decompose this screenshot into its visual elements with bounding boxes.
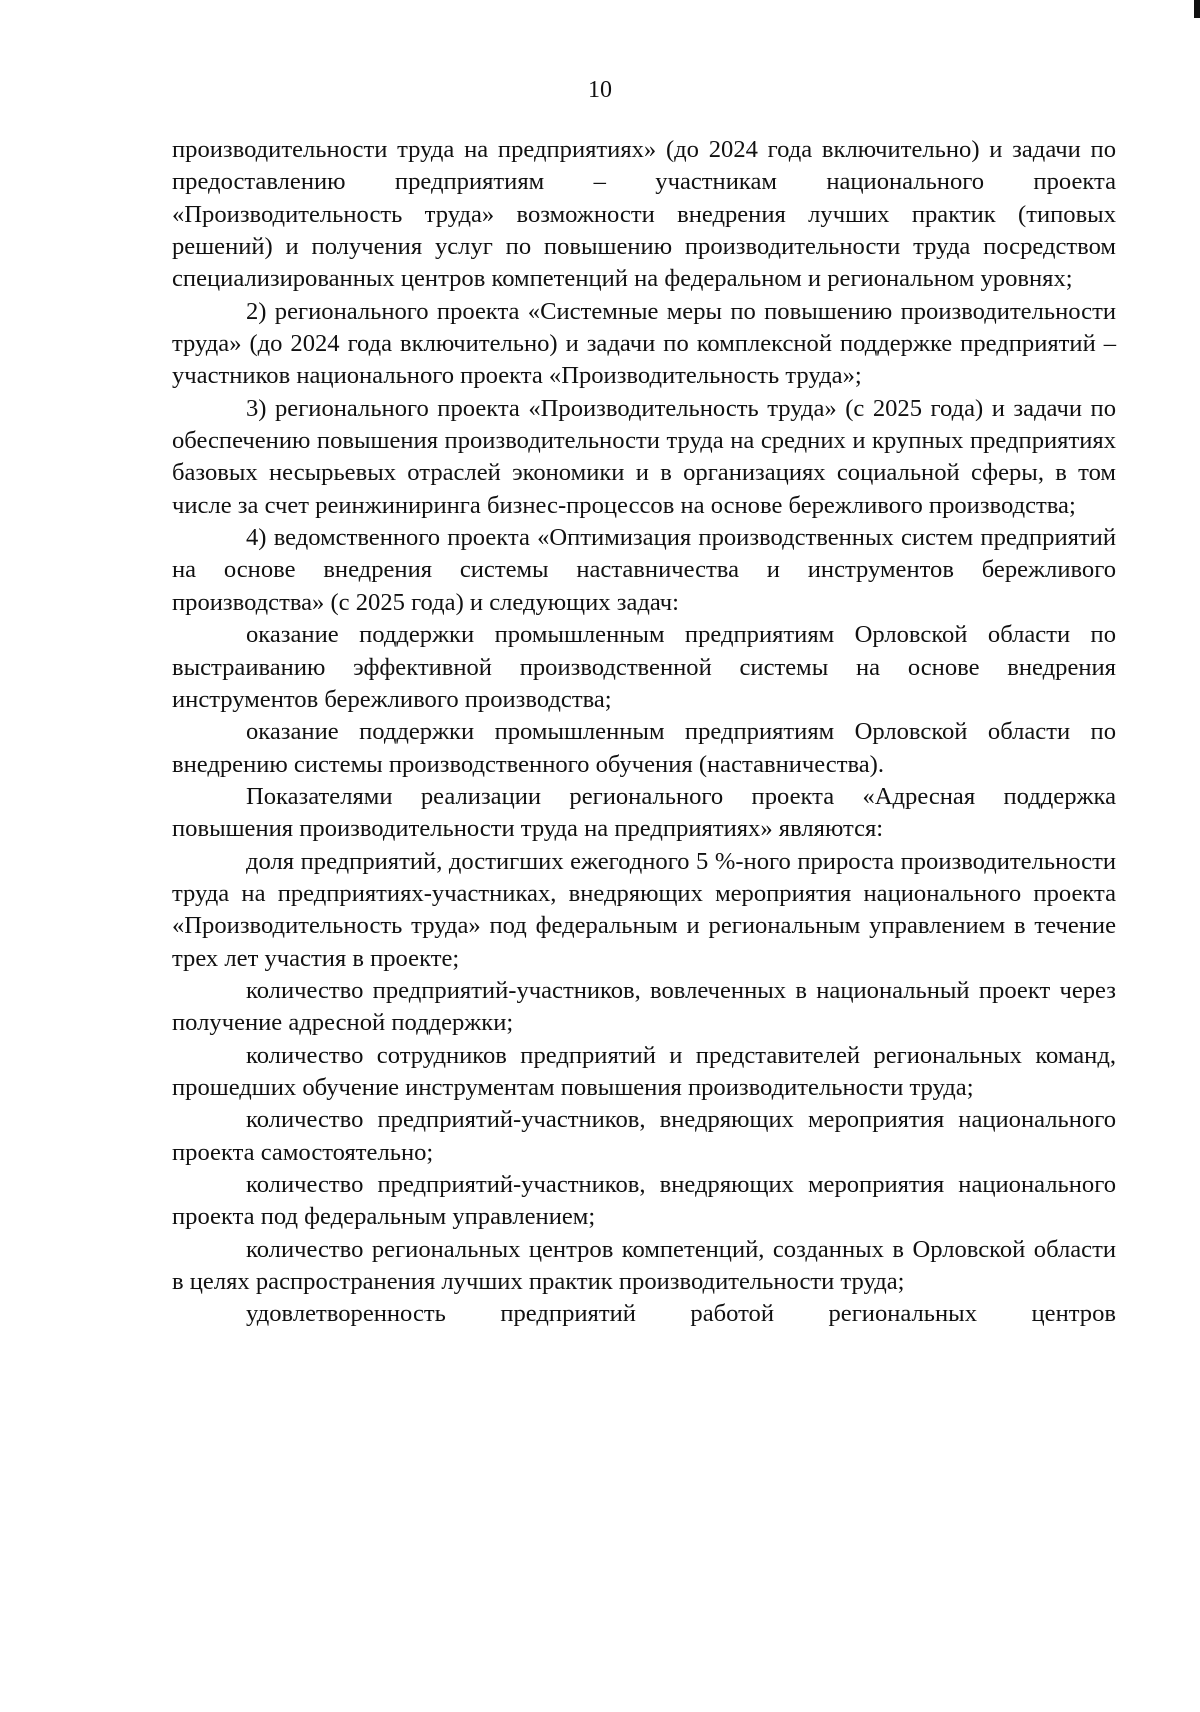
paragraph: оказание поддержки промышленным предприятиям Орловской области по выстраиванию эффективной производственной системы на основе внедрения инструментов бережливого производства; [172,621,1116,713]
paragraph: количество региональных центров компетенций, созданных в Орловской области в целях распространения лучших практик производительности труда; [172,1235,1116,1296]
document-body [172,134,1116,1331]
paragraph: количество предприятий-участников, внедряющих мероприятия национального проекта под федеральным управлением; [172,1171,1116,1231]
paragraph: 4) ведомственного проекта «Оптимизация производственных систем предприятий на основе внедрения системы наставничества и инструментов бережливого производства» (с 2025 года) и следующих задач: [172,524,1116,616]
paragraph: 2) регионального проекта «Системные меры по повышению производительности труда» (до 2024 года включительно) и задачи по комплексной поддержке предприятий – участников национального проекта «Производительность труда»; [172,297,1116,390]
paragraph: производительности труда на предприятиях» (до 2024 года включительно) и задачи по предоставлению предприятиям – участникам национального проекта «Производительность труда» возможности внедрения лучших практик (типовых решений) и получения услуг по повышению производительности труда посредством специализированных центров компетенций на федеральном и региональном уровнях; [172,136,1116,293]
scan-edge-mark [1194,0,1200,18]
paragraph: удовлетворенность предприятий работой региональных центров [246,1300,1116,1328]
paragraph: Показателями реализации регионального проекта «Адресная поддержка повышения производительности труда на предприятиях» являются: [172,782,1116,843]
paragraph: оказание поддержки промышленным предприятиям Орловской области по внедрению системы производственного обучения (наставничества). [172,718,1116,778]
paragraph: количество предприятий-участников, вовлеченных в национальный проект через получение адресной поддержки; [172,976,1116,1037]
paragraph: количество предприятий-участников, внедряющих мероприятия национального проекта самостоятельно; [172,1106,1116,1166]
paragraph: доля предприятий, достигших ежегодного 5 %-ного прироста производительности труда на предприятиях-участниках, внедряющих мероприятия национального проекта «Производительность труда» под федеральным и региональным управлением в течение трех лет участия в проекте; [172,847,1116,972]
paragraph: 3) регионального проекта «Производительность труда» (с 2025 года) и задачи по обеспечению повышения производительности труда на средних и крупных предприятиях базовых несырьевых отраслей экономики и в организациях социальной сферы, в том числе за счет реинжиниринга бизнес-процессов на основе бережливого производства; [172,394,1116,519]
paragraph: количество сотрудников предприятий и представителей региональных команд, прошедших обучение инструментам повышения производительности труда; [172,1041,1116,1101]
page-number: 10 [588,77,612,103]
